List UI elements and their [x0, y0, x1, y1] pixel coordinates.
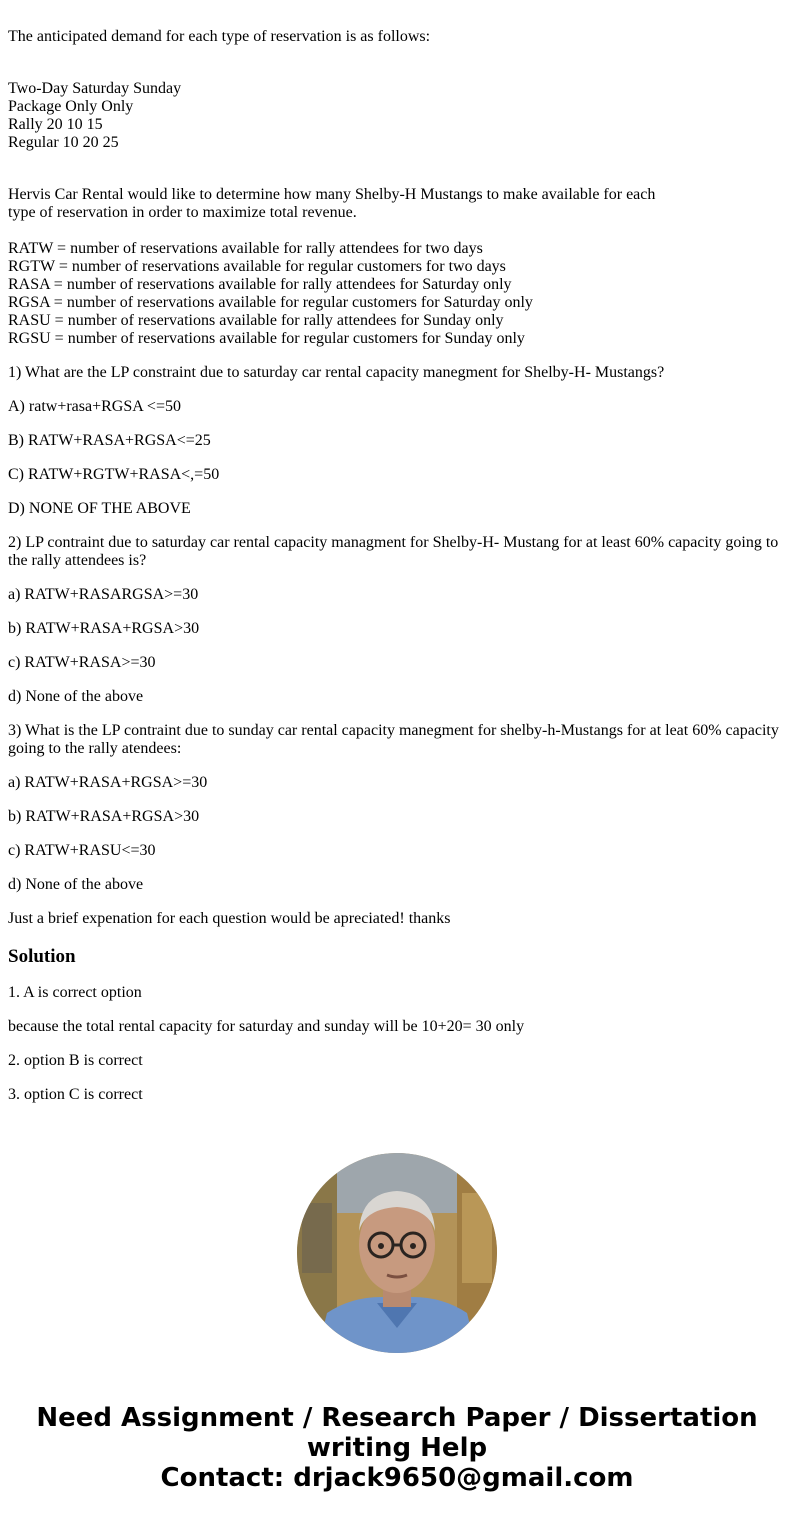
- answer-option: c) RATW+RASU<=30: [8, 842, 156, 859]
- definition-line: RGSA = number of reservations available for regular customers for Saturday only: [8, 294, 533, 311]
- goal-line: Hervis Car Rental would like to determine how many Shelby-H Mustangs to make available for each: [8, 186, 656, 203]
- solution-heading: Solution: [8, 946, 76, 967]
- demand-table-row: Package Only Only: [8, 98, 134, 115]
- answer-option: c) RATW+RASA>=30: [8, 654, 156, 671]
- closing-text: Just a brief expenation for each question would be apreciated! thanks: [8, 910, 451, 927]
- solution-line: because the total rental capacity for saturday and sunday will be 10+20= 30 only: [8, 1018, 525, 1035]
- demand-table-row: Rally 20 10 15: [8, 116, 103, 133]
- answer-option: a) RATW+RASA+RGSA>=30: [8, 774, 208, 791]
- solution-line: 3. option C is correct: [8, 1086, 143, 1103]
- promo-contact: Contact: drjack9650@gmail.com: [160, 1463, 634, 1493]
- promo-line: writing Help: [306, 1433, 488, 1463]
- variable-definitions: [8, 240, 784, 348]
- answer-option: b) RATW+RASA+RGSA>30: [8, 808, 200, 825]
- question-2: [8, 534, 784, 706]
- answer-option: C) RATW+RGTW+RASA<,=50: [8, 466, 220, 483]
- answer-option: d) None of the above: [8, 876, 144, 893]
- answer-option: A) ratw+rasa+RGSA <=50: [8, 398, 181, 415]
- definition-line: RASA = number of reservations available for rally attendees for Saturday only: [8, 276, 512, 293]
- definition-line: RGTW = number of reservations available for regular customers for two days: [8, 258, 506, 275]
- promo-banner: [0, 1403, 794, 1493]
- question-1: [8, 364, 784, 518]
- solution-line: 2. option B is correct: [8, 1052, 143, 1069]
- answer-option: D) NONE OF THE ABOVE: [8, 500, 191, 517]
- answer-option: b) RATW+RASA+RGSA>30: [8, 620, 200, 637]
- question-text: 3) What is the LP contraint due to sunday car rental capacity manegment for shelby-h-Mustangs for at leat 60% capacity going to the rally atendees:: [8, 722, 779, 757]
- demand-table: [8, 80, 784, 152]
- demand-table-row: Two-Day Saturday Sunday: [8, 80, 182, 97]
- solution-line: 1. A is correct option: [8, 984, 142, 1001]
- definition-line: RASU = number of reservations available for rally attendees for Sunday only: [8, 312, 504, 329]
- answer-option: d) None of the above: [8, 688, 144, 705]
- definition-line: RGSU = number of reservations available for regular customers for Sunday only: [8, 330, 525, 347]
- goal-line: type of reservation in order to maximize total revenue.: [8, 204, 357, 221]
- document-body: [8, 28, 784, 1104]
- definition-line: RATW = number of reservations available for rally attendees for two days: [8, 240, 483, 257]
- answer-option: B) RATW+RASA+RGSA<=25: [8, 432, 211, 449]
- promo-line: Need Assignment / Research Paper / Dissertation: [36, 1403, 758, 1433]
- demand-table-row: Regular 10 20 25: [8, 134, 119, 151]
- question-text: 2) LP contraint due to saturday car rental capacity managment for Shelby-H- Mustang for at least 60% capacity going to the rally attendees is?: [8, 534, 779, 569]
- question-3: [8, 722, 784, 894]
- question-text: 1) What are the LP constraint due to saturday car rental capacity manegment for Shelby-H- Mustangs?: [8, 364, 665, 381]
- solution-section: [8, 946, 784, 1104]
- answer-option: a) RATW+RASARGSA>=30: [8, 586, 199, 603]
- intro-text: The anticipated demand for each type of reservation is as follows:: [8, 28, 431, 45]
- goal-paragraph: [8, 186, 784, 222]
- author-photo: [297, 1153, 497, 1353]
